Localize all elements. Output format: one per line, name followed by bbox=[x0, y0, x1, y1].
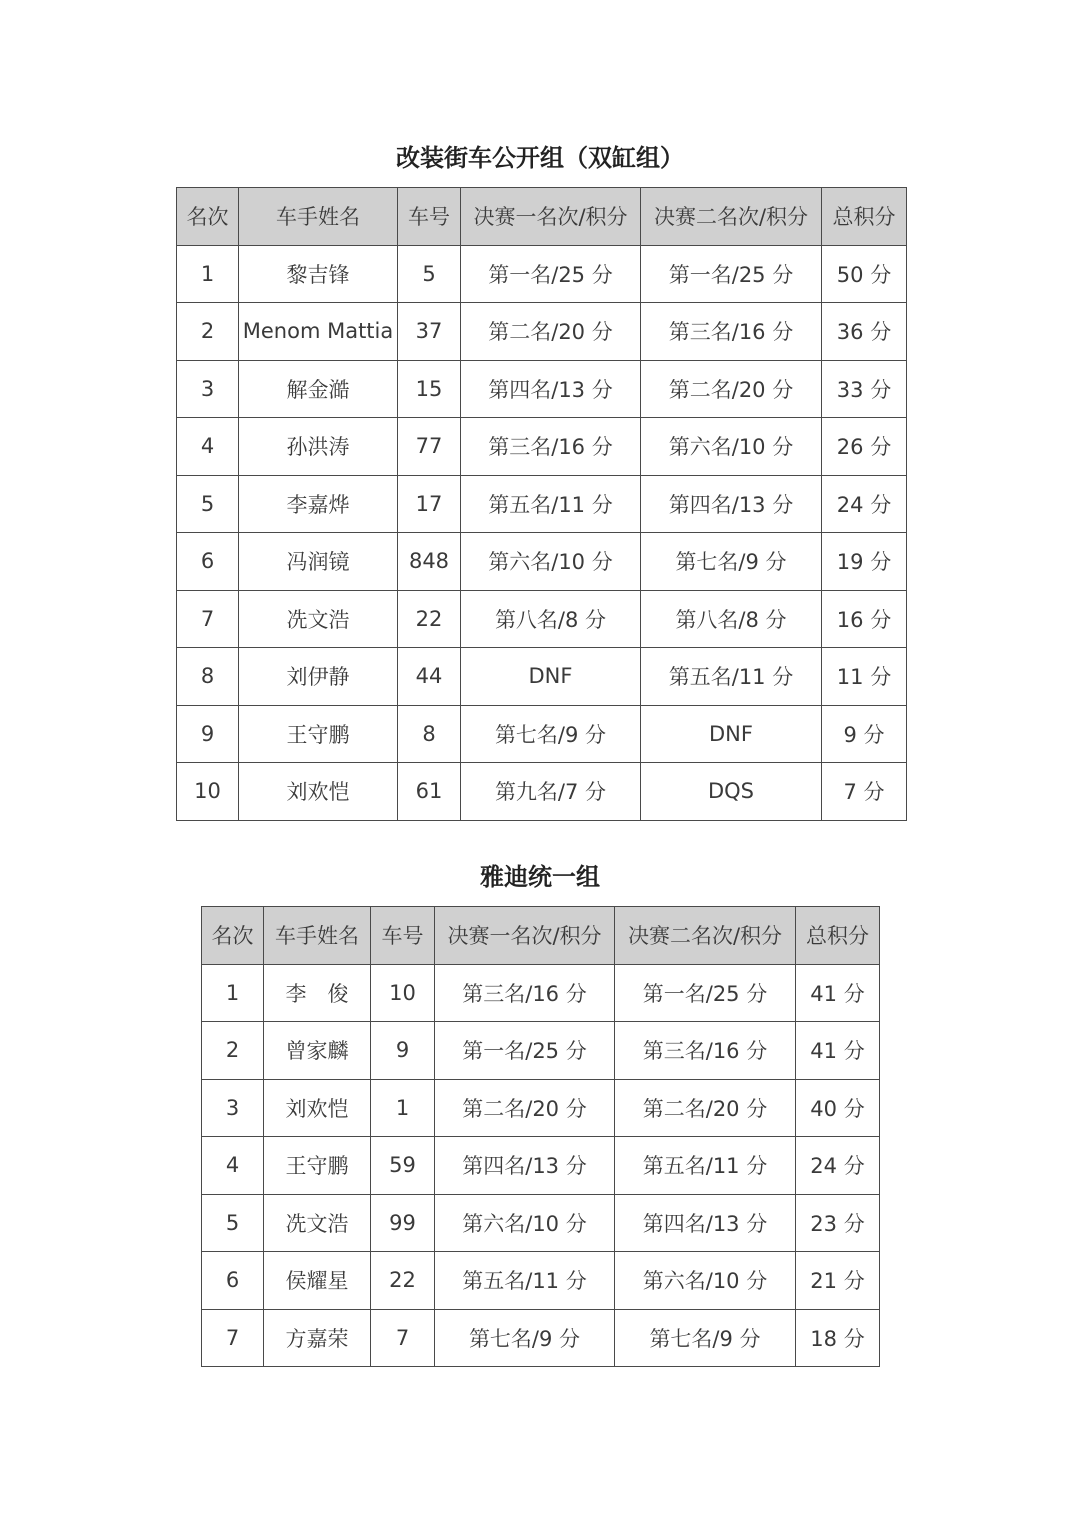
cell-total-points: 9 分 bbox=[822, 705, 907, 763]
cell-bike-number: 61 bbox=[398, 763, 461, 821]
cell-rank: 2 bbox=[177, 303, 239, 361]
cell-rider-name: 黎吉锋 bbox=[239, 245, 398, 303]
cell-final2: 第七名/9 分 bbox=[641, 533, 822, 591]
cell-final2: 第四名/13 分 bbox=[615, 1194, 796, 1252]
cell-final1: 第四名/13 分 bbox=[461, 360, 641, 418]
cell-rank: 6 bbox=[177, 533, 239, 591]
cell-rank: 7 bbox=[177, 590, 239, 648]
cell-final1: 第一名/25 分 bbox=[435, 1022, 615, 1080]
cell-final1: 第八名/8 分 bbox=[461, 590, 641, 648]
cell-final1: 第六名/10 分 bbox=[461, 533, 641, 591]
header-rank: 名次 bbox=[202, 907, 264, 965]
cell-rider-name: 李 俊 bbox=[264, 964, 371, 1022]
cell-final1: 第三名/16 分 bbox=[461, 418, 641, 476]
cell-final2: DQS bbox=[641, 763, 822, 821]
cell-rider-name: 刘欢恺 bbox=[264, 1079, 371, 1137]
cell-bike-number: 37 bbox=[398, 303, 461, 361]
cell-rider-name: 冼文浩 bbox=[264, 1194, 371, 1252]
cell-rider-name: 刘欢恺 bbox=[239, 763, 398, 821]
cell-bike-number: 15 bbox=[398, 360, 461, 418]
header-bike-number: 车号 bbox=[398, 188, 461, 246]
cell-total-points: 33 分 bbox=[822, 360, 907, 418]
cell-total-points: 41 分 bbox=[796, 964, 880, 1022]
cell-rider-name: 冯润镜 bbox=[239, 533, 398, 591]
cell-total-points: 23 分 bbox=[796, 1194, 880, 1252]
table-row bbox=[177, 360, 907, 418]
table-row bbox=[202, 1194, 880, 1252]
cell-final2: 第一名/25 分 bbox=[615, 964, 796, 1022]
cell-total-points: 7 分 bbox=[822, 763, 907, 821]
cell-final2: 第七名/9 分 bbox=[615, 1309, 796, 1367]
cell-rank: 9 bbox=[177, 705, 239, 763]
cell-final2: 第五名/11 分 bbox=[615, 1137, 796, 1195]
cell-final1: 第四名/13 分 bbox=[435, 1137, 615, 1195]
table-row bbox=[177, 763, 907, 821]
cell-bike-number: 22 bbox=[371, 1252, 435, 1310]
cell-total-points: 41 分 bbox=[796, 1022, 880, 1080]
results-table-modified-street bbox=[176, 187, 907, 821]
section-title-yadi-unified: 雅迪统一组 bbox=[480, 863, 600, 891]
header-total-points: 总积分 bbox=[822, 188, 907, 246]
cell-final2: 第四名/13 分 bbox=[641, 475, 822, 533]
cell-rider-name: 李嘉烨 bbox=[239, 475, 398, 533]
cell-final2: 第三名/16 分 bbox=[615, 1022, 796, 1080]
cell-final2: 第三名/16 分 bbox=[641, 303, 822, 361]
cell-final1: 第七名/9 分 bbox=[461, 705, 641, 763]
cell-total-points: 26 分 bbox=[822, 418, 907, 476]
table-row bbox=[177, 303, 907, 361]
cell-total-points: 11 分 bbox=[822, 648, 907, 706]
cell-bike-number: 10 bbox=[371, 964, 435, 1022]
cell-bike-number: 7 bbox=[371, 1309, 435, 1367]
header-bike-number: 车号 bbox=[371, 907, 435, 965]
table-row bbox=[177, 533, 907, 591]
cell-bike-number: 17 bbox=[398, 475, 461, 533]
cell-total-points: 21 分 bbox=[796, 1252, 880, 1310]
table-row bbox=[177, 705, 907, 763]
cell-rank: 2 bbox=[202, 1022, 264, 1080]
cell-rank: 5 bbox=[202, 1194, 264, 1252]
cell-rank: 1 bbox=[177, 245, 239, 303]
cell-bike-number: 9 bbox=[371, 1022, 435, 1080]
header-final2: 决赛二名次/积分 bbox=[641, 188, 822, 246]
cell-rider-name: 方嘉荣 bbox=[264, 1309, 371, 1367]
cell-rank: 4 bbox=[177, 418, 239, 476]
cell-final2: 第二名/20 分 bbox=[615, 1079, 796, 1137]
cell-final1: 第六名/10 分 bbox=[435, 1194, 615, 1252]
cell-total-points: 36 分 bbox=[822, 303, 907, 361]
table-row bbox=[177, 648, 907, 706]
cell-rank: 3 bbox=[202, 1079, 264, 1137]
table-row bbox=[177, 590, 907, 648]
table-row bbox=[177, 245, 907, 303]
cell-final1: 第二名/20 分 bbox=[461, 303, 641, 361]
cell-bike-number: 44 bbox=[398, 648, 461, 706]
section-title-modified-street: 改装街车公开组（双缸组） bbox=[396, 144, 684, 172]
table-row bbox=[202, 1137, 880, 1195]
cell-rank: 10 bbox=[177, 763, 239, 821]
cell-final2: 第五名/11 分 bbox=[641, 648, 822, 706]
cell-rank: 6 bbox=[202, 1252, 264, 1310]
cell-bike-number: 848 bbox=[398, 533, 461, 591]
cell-final1: DNF bbox=[461, 648, 641, 706]
header-total-points: 总积分 bbox=[796, 907, 880, 965]
cell-rank: 5 bbox=[177, 475, 239, 533]
cell-final1: 第一名/25 分 bbox=[461, 245, 641, 303]
cell-final1: 第五名/11 分 bbox=[461, 475, 641, 533]
cell-total-points: 50 分 bbox=[822, 245, 907, 303]
cell-bike-number: 1 bbox=[371, 1079, 435, 1137]
table-header-row bbox=[202, 907, 880, 965]
cell-bike-number: 5 bbox=[398, 245, 461, 303]
cell-final2: 第二名/20 分 bbox=[641, 360, 822, 418]
cell-total-points: 19 分 bbox=[822, 533, 907, 591]
cell-rider-name: 解金澔 bbox=[239, 360, 398, 418]
cell-total-points: 24 分 bbox=[822, 475, 907, 533]
cell-rider-name: 王守鹏 bbox=[264, 1137, 371, 1195]
table-row bbox=[202, 1079, 880, 1137]
cell-final2: 第一名/25 分 bbox=[641, 245, 822, 303]
cell-rider-name: 刘伊静 bbox=[239, 648, 398, 706]
table-row bbox=[202, 1309, 880, 1367]
cell-final2: 第六名/10 分 bbox=[641, 418, 822, 476]
cell-total-points: 40 分 bbox=[796, 1079, 880, 1137]
cell-rider-name: 王守鹏 bbox=[239, 705, 398, 763]
cell-rider-name: 孙洪涛 bbox=[239, 418, 398, 476]
header-final1: 决赛一名次/积分 bbox=[435, 907, 615, 965]
cell-final1: 第七名/9 分 bbox=[435, 1309, 615, 1367]
cell-bike-number: 22 bbox=[398, 590, 461, 648]
cell-rider-name: 侯耀星 bbox=[264, 1252, 371, 1310]
results-table-yadi-unified bbox=[201, 906, 880, 1367]
cell-final1: 第九名/7 分 bbox=[461, 763, 641, 821]
table-header-row bbox=[177, 188, 907, 246]
cell-bike-number: 8 bbox=[398, 705, 461, 763]
cell-final1: 第五名/11 分 bbox=[435, 1252, 615, 1310]
cell-bike-number: 99 bbox=[371, 1194, 435, 1252]
cell-bike-number: 59 bbox=[371, 1137, 435, 1195]
cell-total-points: 24 分 bbox=[796, 1137, 880, 1195]
cell-rank: 3 bbox=[177, 360, 239, 418]
cell-final1: 第二名/20 分 bbox=[435, 1079, 615, 1137]
cell-rider-name: 曾家麟 bbox=[264, 1022, 371, 1080]
table-row bbox=[177, 475, 907, 533]
header-final2: 决赛二名次/积分 bbox=[615, 907, 796, 965]
cell-final1: 第三名/16 分 bbox=[435, 964, 615, 1022]
cell-rider-name: Menom Mattia bbox=[239, 303, 398, 361]
cell-rank: 1 bbox=[202, 964, 264, 1022]
cell-rank: 7 bbox=[202, 1309, 264, 1367]
table-row bbox=[202, 1022, 880, 1080]
table-row bbox=[202, 964, 880, 1022]
cell-final2: 第八名/8 分 bbox=[641, 590, 822, 648]
cell-total-points: 16 分 bbox=[822, 590, 907, 648]
table-row bbox=[177, 418, 907, 476]
cell-rider-name: 冼文浩 bbox=[239, 590, 398, 648]
table-row bbox=[202, 1252, 880, 1310]
cell-final2: DNF bbox=[641, 705, 822, 763]
cell-total-points: 18 分 bbox=[796, 1309, 880, 1367]
cell-rank: 8 bbox=[177, 648, 239, 706]
header-rider-name: 车手姓名 bbox=[264, 907, 371, 965]
cell-final2: 第六名/10 分 bbox=[615, 1252, 796, 1310]
cell-bike-number: 77 bbox=[398, 418, 461, 476]
header-rank: 名次 bbox=[177, 188, 239, 246]
cell-rank: 4 bbox=[202, 1137, 264, 1195]
header-final1: 决赛一名次/积分 bbox=[461, 188, 641, 246]
header-rider-name: 车手姓名 bbox=[239, 188, 398, 246]
